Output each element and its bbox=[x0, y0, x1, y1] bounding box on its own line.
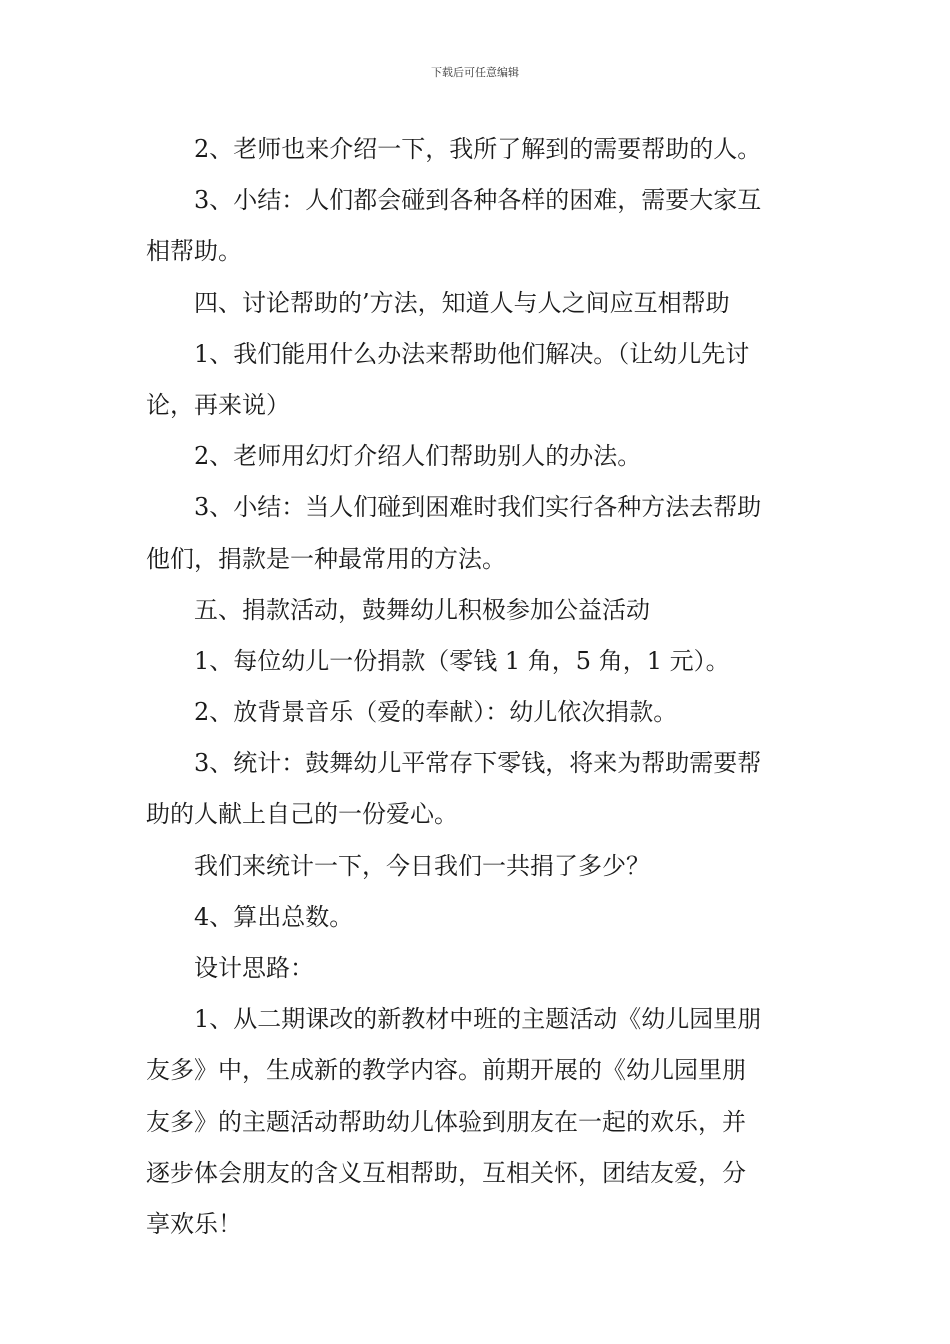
text-line: 1、我们能用什么办法来帮助他们解决。（让幼儿先讨 bbox=[194, 339, 750, 368]
section-heading: 四、讨论帮助的’方法，知道人与人之间应互相帮助 bbox=[194, 288, 730, 317]
text-line: 2、老师用幻灯介绍人们帮助别人的办法。 bbox=[194, 442, 642, 471]
page-header: 下载后可任意编辑 bbox=[431, 66, 519, 79]
text-line: 友多》的主题活动帮助幼儿体验到朋友在一起的欢乐，并 bbox=[146, 1107, 746, 1136]
text-line: 1、从二期课改的新教材中班的主题活动《幼儿园里朋 bbox=[194, 1005, 762, 1034]
text-line: 友多》中，生成新的教学内容。前期开展的《幼儿园里朋 bbox=[146, 1056, 746, 1085]
text-line: 1、每位幼儿一份捐款（零钱 1 角，5 角，1 元）。 bbox=[194, 646, 730, 675]
text-line: 3、小结：人们都会碰到各种各样的困难，需要大家互 bbox=[194, 186, 762, 215]
text-line: 论，再来说） bbox=[146, 390, 290, 419]
text-line: 2、放背景音乐（爱的奉献）：幼儿依次捐款。 bbox=[194, 698, 678, 727]
text-line: 助的人献上自己的一份爱心。 bbox=[146, 800, 458, 829]
text-line: 3、统计：鼓舞幼儿平常存下零钱，将来为帮助需要帮 bbox=[194, 749, 762, 778]
section-heading: 设计思路： bbox=[194, 954, 314, 982]
document-body bbox=[146, 124, 806, 1250]
text-line: 我们来统计一下，今日我们一共捐了多少？ bbox=[194, 851, 650, 880]
text-line: 3、小结：当人们碰到困难时我们实行各种方法去帮助 bbox=[194, 493, 762, 522]
text-line: 4、算出总数。 bbox=[194, 902, 354, 931]
section-heading: 五、捐款活动，鼓舞幼儿积极参加公益活动 bbox=[194, 595, 650, 624]
text-line: 享欢乐！ bbox=[146, 1209, 242, 1238]
text-line: 2、老师也来介绍一下，我所了解到的需要帮助的人。 bbox=[194, 135, 762, 163]
text-line: 逐步体会朋友的含义互相帮助，互相关怀，团结友爱，分 bbox=[146, 1158, 746, 1187]
text-line: 他们，捐款是一种最常用的方法。 bbox=[146, 544, 506, 573]
text-line: 相帮助。 bbox=[146, 237, 242, 266]
